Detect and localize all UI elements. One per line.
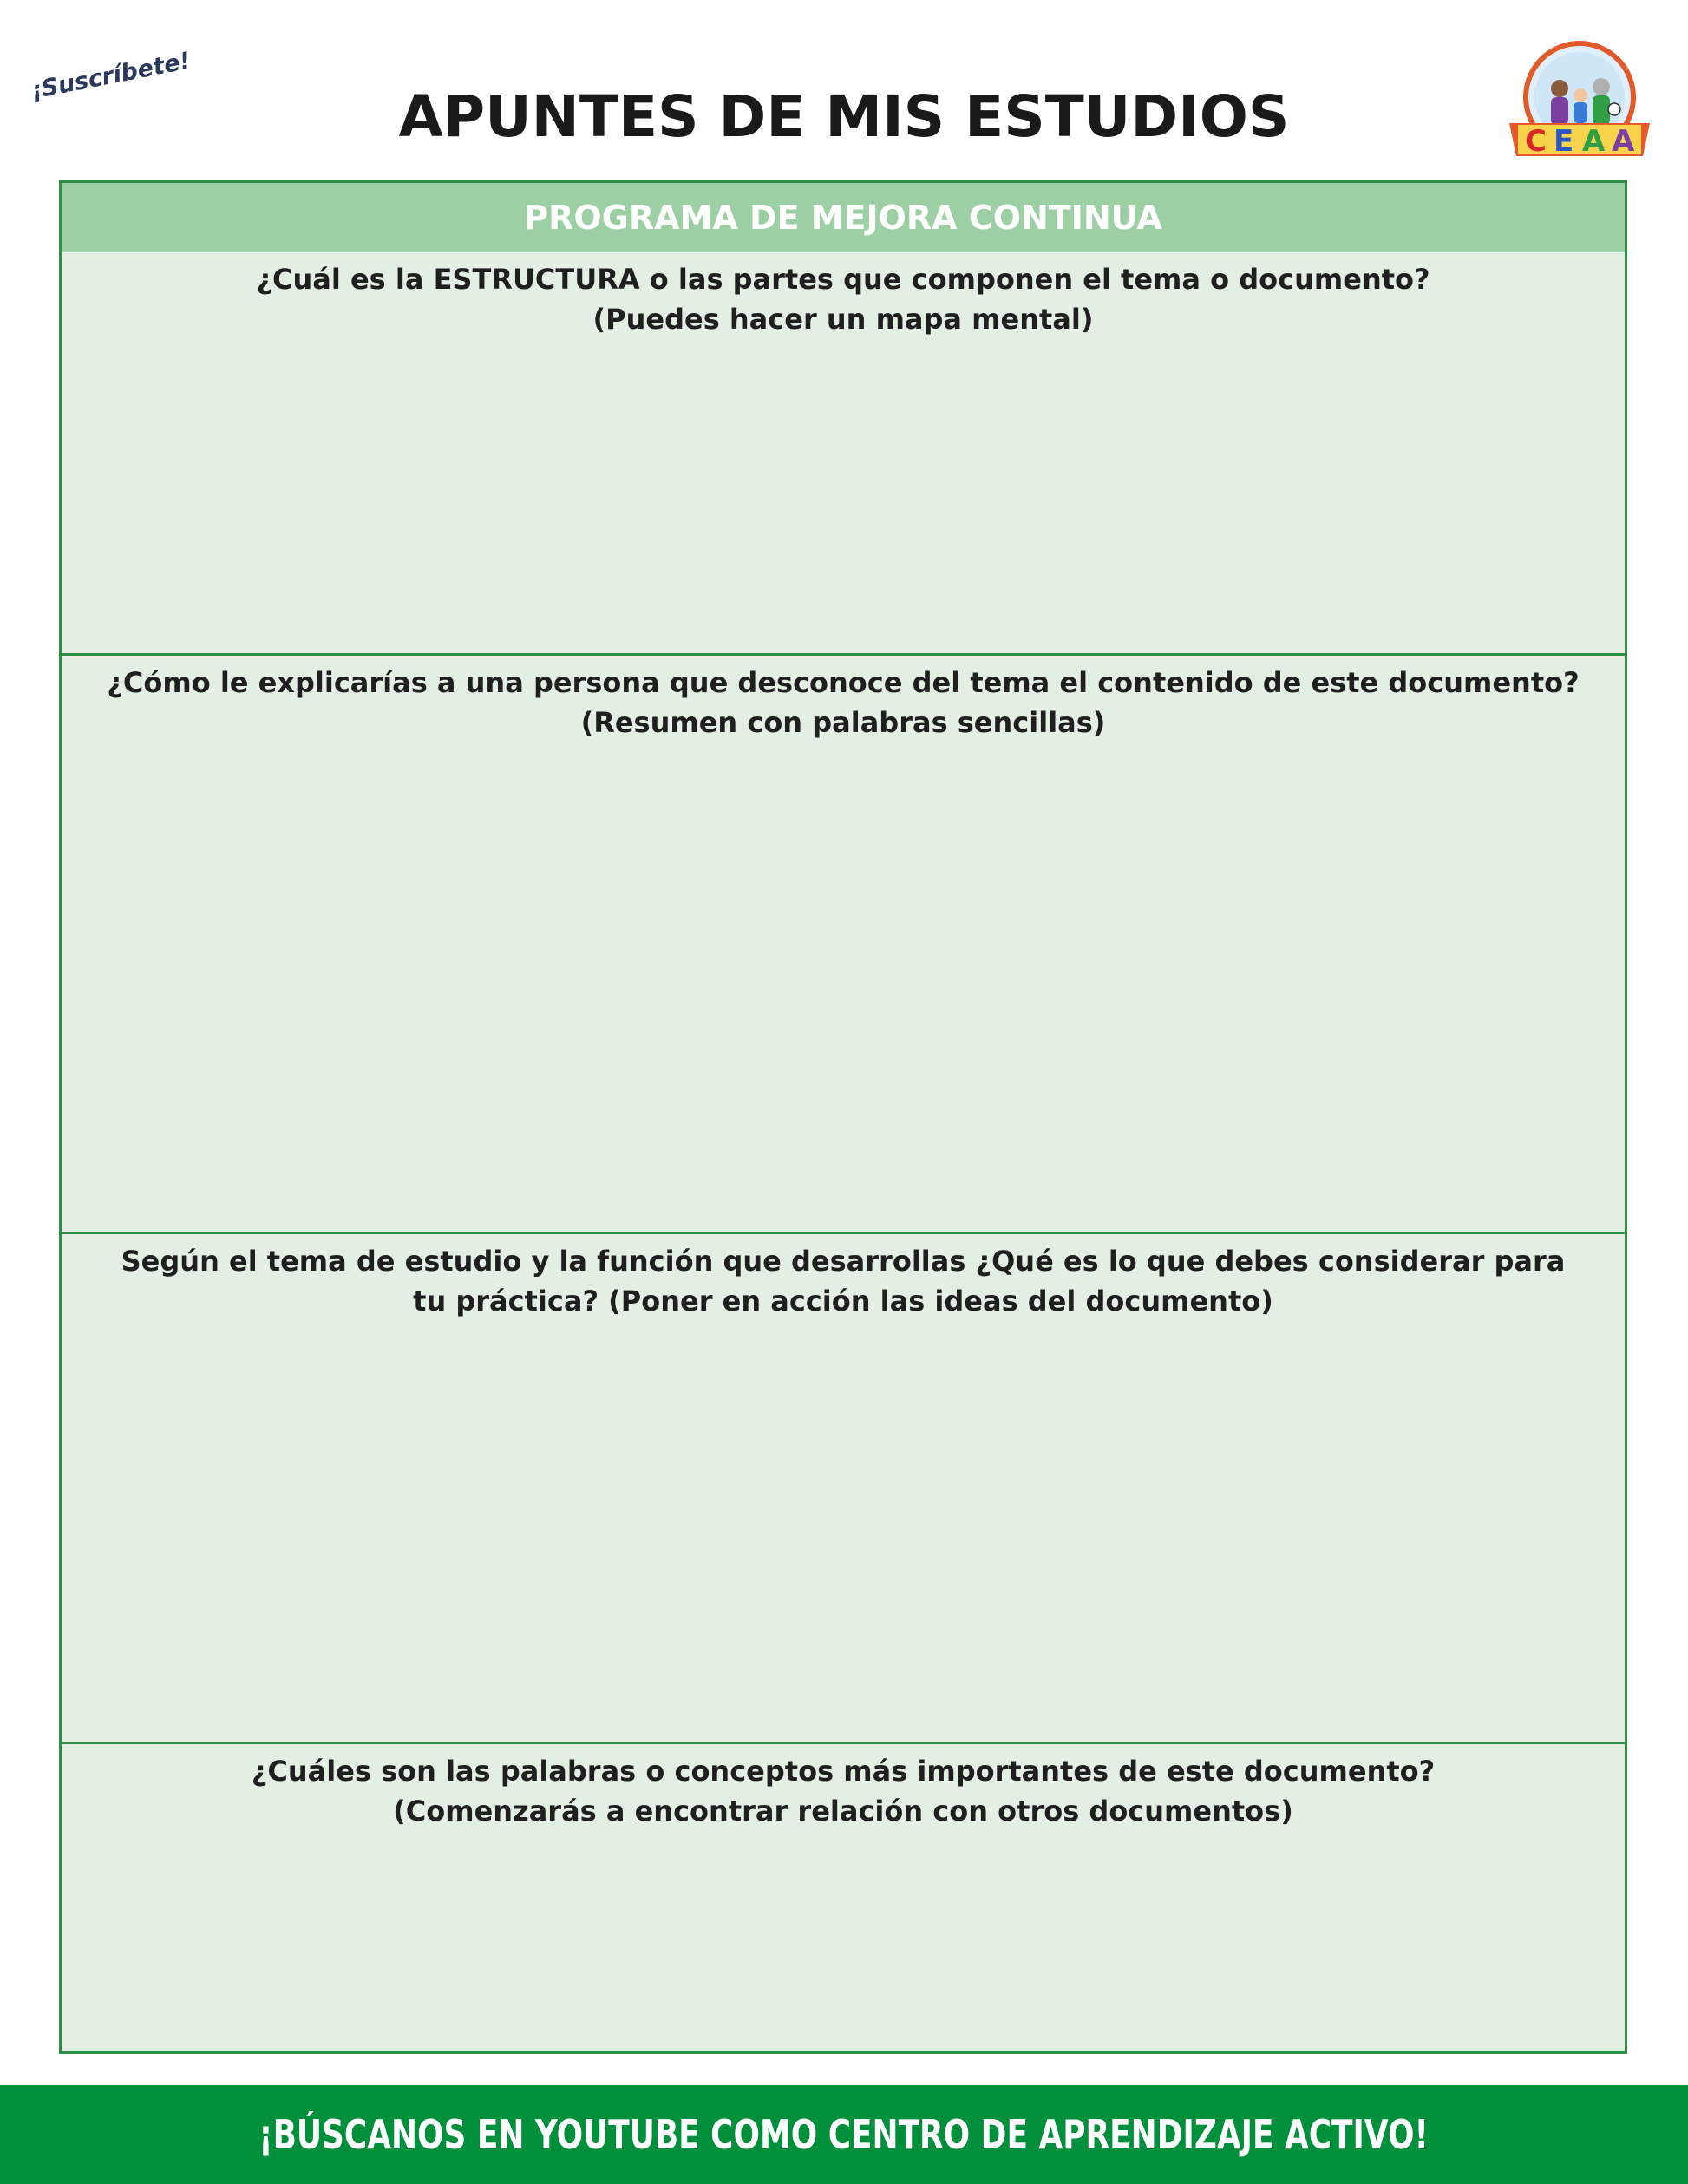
section-structure-prompt	[88, 252, 1598, 339]
program-header: PROGRAMA DE MEJORA CONTINUA	[62, 183, 1625, 252]
logo-graphic	[1506, 38, 1653, 168]
section-concepts	[62, 1742, 1625, 2054]
logo-letter-a2: A	[1612, 124, 1635, 159]
section-concepts-prompt	[88, 1744, 1598, 1831]
section-explanation-line2: (Resumen con palabras sencillas)	[580, 706, 1106, 739]
logo-letter-a1: A	[1582, 124, 1606, 159]
section-structure-line2: (Puedes hacer un mapa mental)	[592, 303, 1094, 336]
subscribe-badge[interactable]: ¡Suscríbete!	[29, 47, 193, 105]
section-structure-line1: ¿Cuál es la ESTRUCTURA o las partes que componen el tema o documento?	[256, 263, 1430, 296]
section-practice-answer-area[interactable]	[62, 1321, 1625, 1737]
logo-letter-e: E	[1554, 124, 1574, 159]
section-concepts-line1: ¿Cuáles son las palabras o conceptos más importantes de este documento?	[251, 1755, 1436, 1788]
section-structure	[62, 252, 1625, 653]
section-explanation-prompt	[88, 656, 1598, 742]
page-title: APUNTES DE MIS ESTUDIOS	[398, 83, 1290, 150]
ceaa-logo	[1506, 38, 1653, 168]
section-structure-answer-area[interactable]	[62, 339, 1625, 651]
section-practice	[62, 1232, 1625, 1742]
logo-letter-c: C	[1525, 124, 1547, 159]
youtube-footer-banner[interactable]	[0, 2085, 1688, 2184]
section-practice-line2: tu práctica? (Poner en acción las ideas del documento)	[413, 1285, 1273, 1318]
section-explanation	[62, 653, 1625, 1232]
section-explanation-answer-area[interactable]	[62, 742, 1625, 1228]
section-concepts-answer-area[interactable]	[62, 1831, 1625, 2048]
section-practice-prompt	[88, 1234, 1598, 1321]
section-concepts-line2: (Comenzarás a encontrar relación con otros documentos)	[393, 1795, 1293, 1828]
section-practice-line1: Según el tema de estudio y la función que desarrollas ¿Qué es lo que debes considerar para	[121, 1245, 1566, 1278]
footer-text: ¡BÚSCANOS EN YOUTUBE COMO CENTRO DE APRENDIZAJE ACTIVO!	[258, 2111, 1430, 2158]
notes-sheet	[59, 180, 1627, 2054]
section-explanation-line1: ¿Cómo le explicarías a una persona que desconoce del tema el contenido de este documento?	[107, 666, 1580, 699]
